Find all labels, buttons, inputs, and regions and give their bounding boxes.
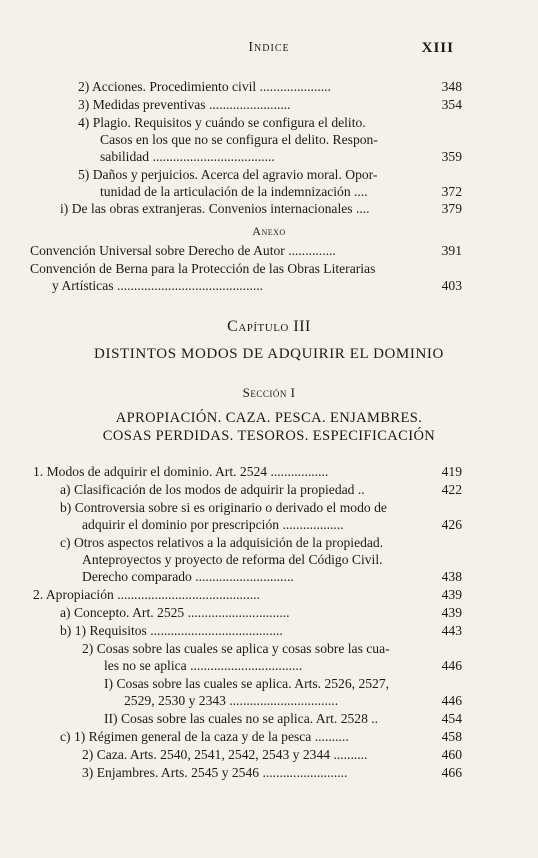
toc-line: sabilidad .................................... (100, 149, 275, 164)
toc-page-number: 348 (441, 79, 462, 94)
toc-line: II) Cosas sobre las cuales no se aplica. Art. 2528 .. (104, 711, 379, 726)
toc-page-number: 391 (441, 243, 462, 258)
toc-page-number: 466 (441, 765, 462, 780)
toc-page-number: 372 (441, 184, 462, 199)
annex-line: Convención de Berna para la Protección de las Obras Literarias (30, 261, 376, 276)
toc-page-number: 438 (441, 569, 462, 584)
toc-line: a) Clasificación de los modos de adquirir la propiedad .. (60, 482, 365, 497)
annex-line: Convención Universal sobre Derecho de Autor .............. (30, 243, 336, 258)
toc-page-number: 403 (441, 278, 462, 293)
toc-line: 4) Plagio. Requisitos y cuándo se configura el delito. (78, 115, 366, 130)
section-label: Sección I (242, 385, 296, 400)
toc-line: I) Cosas sobre las cuales se aplica. Arts. 2526, 2527, (104, 676, 390, 691)
toc-page-number: 422 (441, 482, 462, 497)
toc-page-number: 379 (441, 201, 462, 216)
toc-line: tunidad de la articulación de la indemnización .... (100, 184, 368, 199)
annex-heading: Anexo (252, 224, 286, 238)
toc-line: i) De las obras extranjeras. Convenios internacionales .... (60, 201, 370, 216)
toc-line: 3) Enjambres. Arts. 2545 y 2546 ......................... (82, 765, 348, 780)
toc-line: b) 1) Requisitos ....................................... (60, 623, 283, 638)
toc-line: 2529, 2530 y 2343 ................................ (124, 693, 339, 708)
annex-line: y Artísticas ........................................... (52, 278, 264, 293)
toc-line: b) Controversia sobre si es originario o derivado el modo de (60, 500, 387, 515)
toc-line: les no se aplica ................................. (104, 658, 303, 673)
toc-line: a) Concepto. Art. 2525 .............................. (60, 605, 290, 620)
toc-page-number: 439 (441, 605, 462, 620)
chapter-label: Capítulo III (227, 318, 311, 335)
toc-page-number: 359 (441, 149, 462, 164)
toc-line: c) 1) Régimen general de la caza y de la pesca .......... (60, 729, 349, 744)
toc-page-number: 419 (441, 464, 462, 479)
toc-line: Casos en los que no se configura el delito. Respon- (100, 132, 378, 147)
section-subtitle: COSAS PERDIDAS. TESOROS. ESPECIFICACIÓN (102, 428, 436, 444)
toc-page-number: 439 (441, 587, 462, 602)
toc-page-number: 460 (441, 747, 462, 762)
toc-page-number: 426 (441, 517, 462, 532)
toc-page-number: 454 (441, 711, 462, 726)
toc-page-number: 446 (441, 658, 462, 673)
toc-line: 5) Daños y perjuicios. Acerca del agravio moral. Opor- (78, 167, 378, 182)
toc-line: 2. Apropiación .......................................... (33, 587, 260, 602)
toc-page-number: 458 (441, 729, 462, 744)
toc-page-number: 446 (441, 693, 462, 708)
toc-line: Anteproyectos y proyecto de reforma del Código Civil. (82, 552, 383, 567)
toc-line: 1. Modos de adquirir el dominio. Art. 2524 ................. (33, 464, 329, 479)
toc-line: 3) Medidas preventivas ........................ (78, 97, 291, 112)
running-header-page-number: XIII (421, 40, 454, 56)
toc-page-number: 443 (441, 623, 462, 638)
toc-line: 2) Caza. Arts. 2540, 2541, 2542, 2543 y 2344 .......... (82, 747, 368, 762)
toc-line: c) Otros aspectos relativos a la adquisición de la propiedad. (60, 535, 384, 550)
toc-line: adquirir el dominio por prescripción .................. (82, 517, 344, 532)
running-header-title: Indice (248, 40, 290, 55)
chapter-title: DISTINTOS MODOS DE ADQUIRIR EL DOMINIO (94, 346, 444, 362)
toc-line: 2) Acciones. Procedimiento civil ..................... (78, 79, 331, 94)
section-subtitle: APROPIACIÓN. CAZA. PESCA. ENJAMBRES. (115, 410, 423, 426)
toc-page-number: 354 (441, 97, 462, 112)
toc-line: 2) Cosas sobre las cuales se aplica y cosas sobre las cua- (82, 641, 390, 656)
toc-line: Derecho comparado ............................. (82, 569, 294, 584)
